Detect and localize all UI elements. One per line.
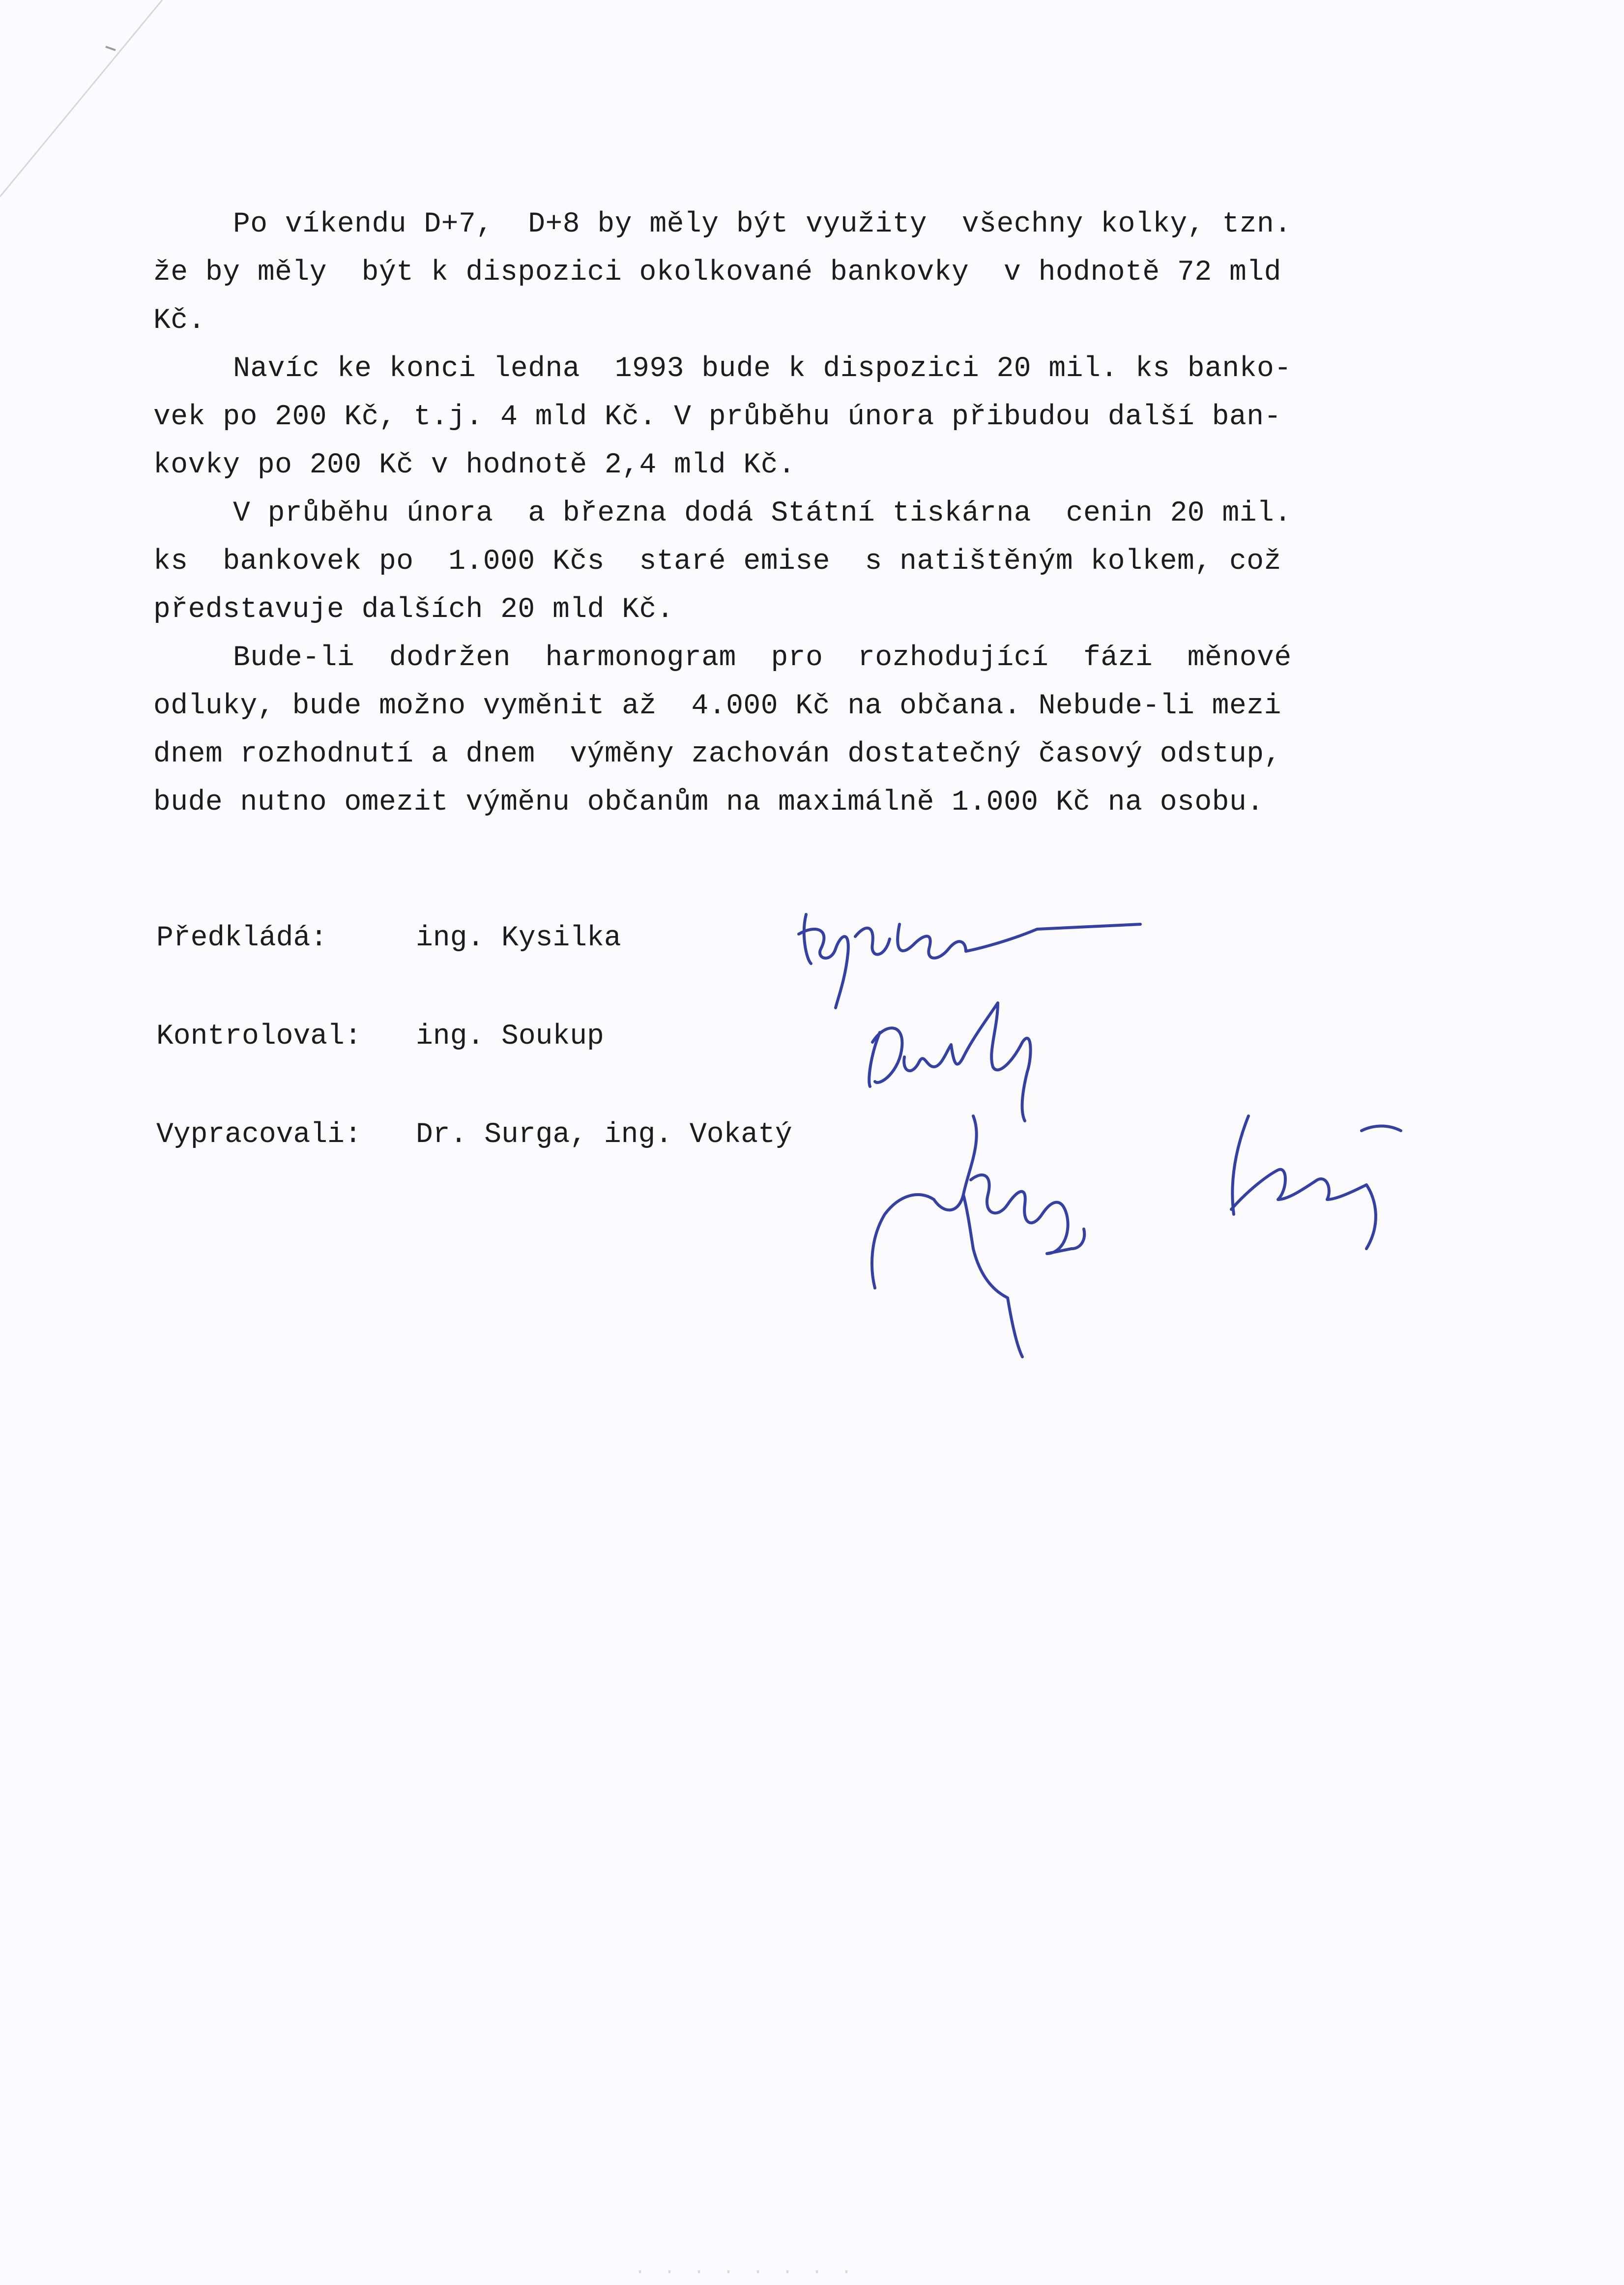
signatory-name: ing. Soukup [416,1021,604,1053]
faint-archive-mark: · · · · · · · · [634,2261,856,2284]
signatory-label: Vypracovali: [156,1119,362,1151]
signatory-name: ing. Kysilka [416,922,621,954]
signatory-name: Dr. Surga, ing. Vokatý [416,1119,792,1151]
signatory-label: Kontroloval: [156,1021,362,1053]
paragraph-2 [153,345,1461,490]
paragraph-3-line-1: V průběhu února a března dodá Státní tiskárna cenin 20 mil. [233,498,1292,529]
signatory-row-prepared [156,1121,894,1219]
signatory-row-submitted [156,924,894,1023]
paragraph-4 [153,634,1461,827]
paragraph-2-line-1: Navíc ke konci ledna 1993 bude k dispozici 20 mil. ks banko- [233,353,1292,385]
memo-body [153,201,1461,827]
paragraph-1-line-1: Po víkendu D+7, D+8 by měly být využity všechny kolky, tzn. [233,208,1292,240]
signature-vokaty [1231,1116,1401,1249]
paragraph-2-line-2: vek po 200 Kč, t.j. 4 mld Kč. V průběhu února přibudou další ban- [153,401,1281,433]
signatory-label: Předkládá: [156,922,328,954]
paragraph-3-line-2: ks bankovek po 1.000 Kčs staré emise s natištěným kolkem, což [153,546,1281,578]
paragraph-4-line-4: bude nutno omezit výměnu občanům na maximálně 1.000 Kč na osobu. [153,787,1264,819]
page-fold-mark [0,0,167,206]
paragraph-4-line-1: Bude-li dodržen harmonogram pro rozhodující fázi měnové [233,642,1292,674]
signatory-block [156,924,894,1219]
paragraph-4-line-2: odluky, bude možno vyměnit až 4.000 Kč na občana. Nebude-li mezi [153,690,1281,722]
paragraph-1-line-2: že by měly být k dispozici okolkované bankovky v hodnotě 72 mld [153,257,1281,289]
paragraph-2-line-3: kovky po 200 Kč v hodnotě 2,4 mld Kč. [153,449,796,481]
paragraph-3-line-3: představuje dalších 20 mld Kč. [153,594,674,626]
paragraph-1-line-3: Kč. [153,305,205,337]
paragraph-1 [153,201,1461,345]
signatory-row-checked [156,1023,894,1121]
paragraph-4-line-3: dnem rozhodnutí a dnem výměny zachován dostatečný časový odstup, [153,738,1281,770]
signature-surga [872,1116,1084,1357]
paragraph-3 [153,490,1461,634]
